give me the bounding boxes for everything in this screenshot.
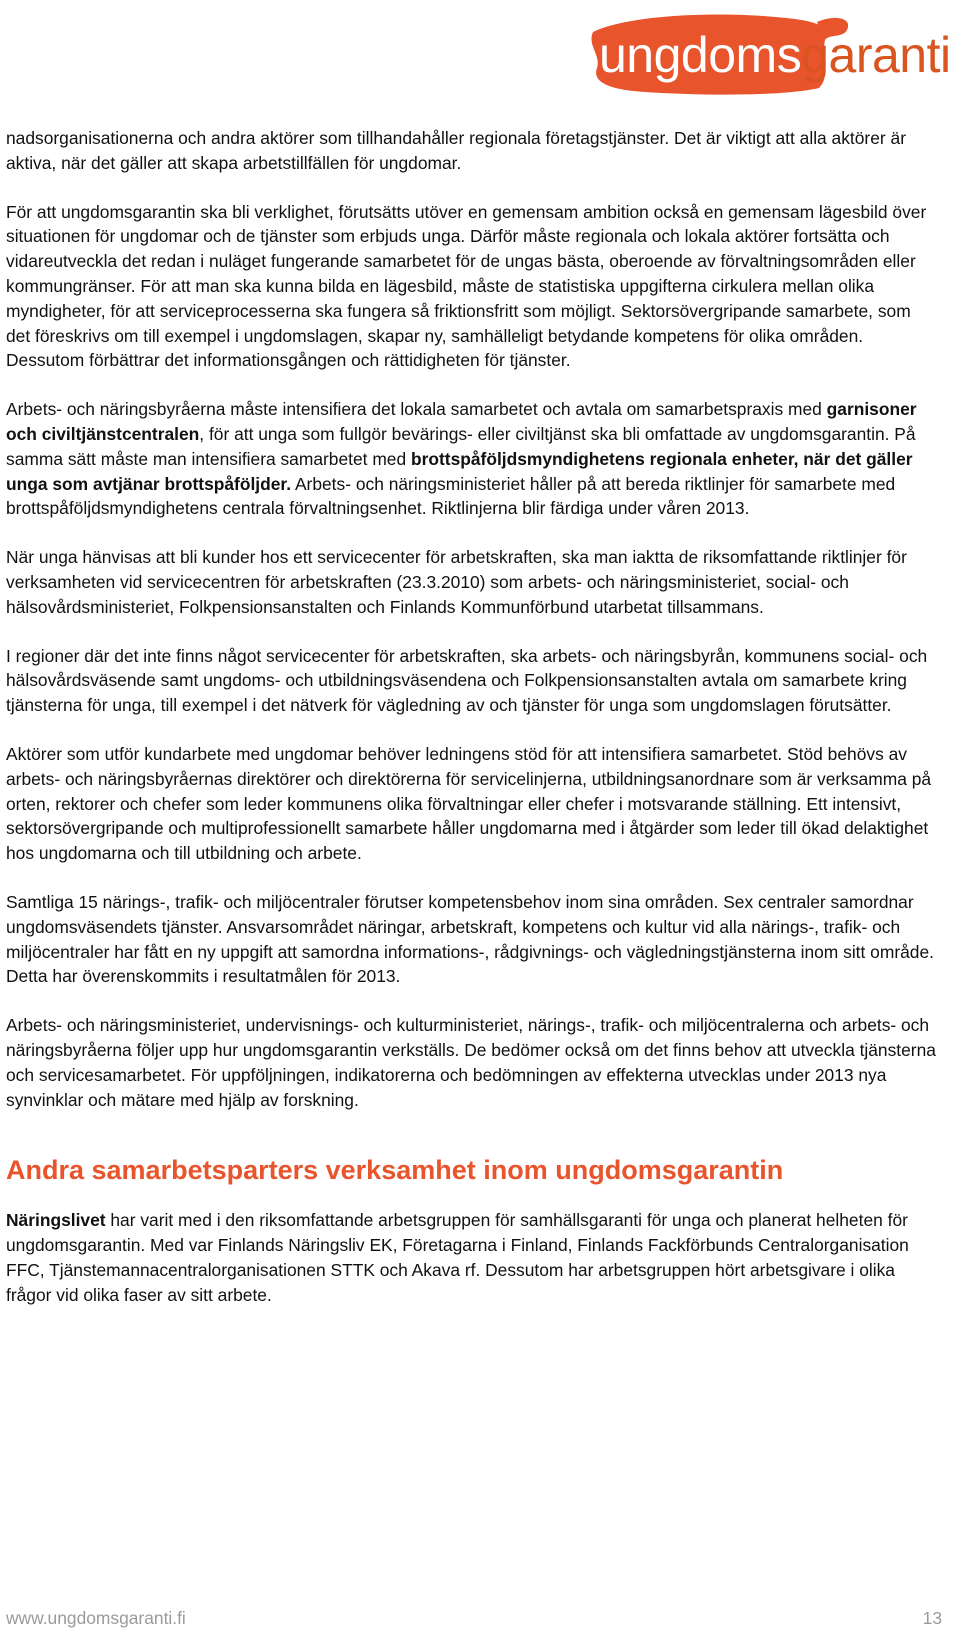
ungdomsgaranti-logo (585, 10, 960, 100)
paragraph-3-bold-brottspafoljd: brottspåföljdsmyndighetens regionala enheter, när det gäller unga som avtjänar brottspåföljder. (6, 448, 913, 494)
footer-url[interactable]: www.ungdomsgaranti.fi (6, 1608, 186, 1628)
logo-text (599, 27, 951, 83)
paragraph-3-part-a: Arbets- och näringsbyråerna måste intensifiera det lokala samarbetet och avtala om samarbetspraxis med (6, 399, 827, 420)
paragraph-3 (6, 397, 936, 521)
paragraph-5: I regioner där det inte finns något servicecenter för arbetskraften, ska arbets- och näringsbyrån, kommunens social- och hälsovårdsväsende samt ungdoms- och utbildningsväsendena och Folkpensionsanstalten avtala om samarbete kring tjänsterna för unga, till exempel i det nätverk för vägledning av och tjänster för unga som ungdomslagen förutsätter. (6, 645, 928, 716)
page-number: 13 (922, 1608, 942, 1628)
logo-text-part-garanti: garanti (801, 27, 951, 83)
paragraph-6: Aktörer som utför kundarbete med ungdomar behöver ledningens stöd för att intensifiera samarbetet. Stöd behövs av arbets- och näringsbyråernas direktörer och direktörerna för servicelinjerna, utbildningsanordnare som är verksamma på orten, rektorer och chefer som leder kommunens olika förvaltningar eller chefer i motsvarande ställning. Ett intensivt, sektorsövergripande och multiprofessionellt samarbete håller ungdomarna med i åtgärder som leder till ökad delaktighet hos ungdomarna och till utbildning och arbete. (6, 743, 932, 864)
logo-text-part-ungdoms: ungdoms (599, 27, 802, 83)
paragraph-2: För att ungdomsgarantin ska bli verklighet, förutsätts utöver en gemensam ambition också en gemensam lägesbild över situationen för ungdomar och de tjänster som erbjuds unga. Därför måste regionala och lokala aktörer fortsätta och vidareutveckla det redan i nuläget fungerande samarbetet för de ungas bästa, oberoende av förvaltningsområden eller kommungränser. För att man ska kunna bilda en lägesbild, måste de statistiska uppgifterna cirkulera mellan olika myndigheter, för att serviceprocesserna ska fungera så friktionsfritt som möjligt. Sektorsövergripande samarbete, som det föreskrivs om till exempel i ungdomslagen, skapar ny, samhälleligt betydande kompetens för olika områden. Dessutom förbättrar det informationsgången och rättidigheten för tjänster. (6, 201, 927, 371)
paragraph-3-part-c: , för att unga som fullgör bevärings- eller civiltjänst ska bli omfattade av ungdomsgarantin. På samma sätt måste man intensifiera samarbetet med (6, 423, 916, 469)
paragraph-4: När unga hänvisas att bli kunder hos ett servicecenter för arbetskraften, ska man iaktta de riksomfattande riktlinjer för verksamheten vid servicecentren för arbetskraften (23.3.2010) som arbets- och näringsministeriet, social- och hälsovårdsministeriet, Folkpensionsanstalten och Finlands Kommunförbund utarbetat tillsammans. (6, 547, 907, 617)
section-paragraph-bold: Näringslivet (6, 1210, 106, 1231)
section-paragraph-rest: har varit med i den riksomfattande arbetsgruppen för samhällsgaranti för unga och planerat helheten för ungdomsgarantin. Med var Finlands Näringsliv EK, Företagarna i Finland, Finlands Fackförbunds Centralorganisation FFC, Tjänstemannacentralorganisationen STTK och Akava rf. Dessutom har arbetsgruppen hört arbetsgivare i olika frågor vid olika faser av sitt arbete. (6, 1210, 909, 1305)
paragraph-8: Arbets- och näringsministeriet, undervisnings- och kulturministeriet, närings-, trafik- och miljöcentralerna och arbets- och näringsbyråerna följer upp hur ungdomsgarantin verkställs. De bedömer också om det finns behov att utveckla tjänsterna och servicesamarbetet. För uppföljningen, indikatorerna och bedömningen av effekterna utvecklas under 2013 nya synvinklar och mätare med hjälp av forskning. (6, 1015, 936, 1110)
logo-graphic (585, 10, 960, 100)
paragraph-7: Samtliga 15 närings-, trafik- och miljöcentraler förutser kompetensbehov inom sina områden. Sex centraler samordnar ungdomsväsendets tjänster. Ansvarsområdet näringar, arbetskraft, kompetens och kultur vid alla närings-, trafik- och miljöcentraler har fått en ny uppgift att samordna informations-, rådgivnings- och vägledningstjänsterna inom sitt område. Detta har överenskommits i resultatmålen för 2013. (6, 891, 934, 987)
section-heading: Andra samarbetsparters verksamhet inom ungdomsgarantin (6, 1155, 784, 1186)
paragraph-3-bold-garnisoner: garnisoner och civiltjänstcentralen (6, 399, 917, 444)
paragraph-1: nadsorganisationerna och andra aktörer som tillhandahåller regionala företagstjänster. Det är viktigt att alla aktörer är aktiva, när det gäller att skapa arbetstillfällen för ungdomar. (6, 128, 906, 173)
page-content (6, 126, 936, 1331)
section-paragraph (6, 1208, 936, 1307)
paragraph-3-part-d: Arbets- och näringsministeriet håller på att bereda riktlinjer för samarbete med brottspåföljdsmyndighetens centrala förvaltningsenhet. Riktlinjerna blir färdiga under våren 2013. (6, 473, 896, 519)
